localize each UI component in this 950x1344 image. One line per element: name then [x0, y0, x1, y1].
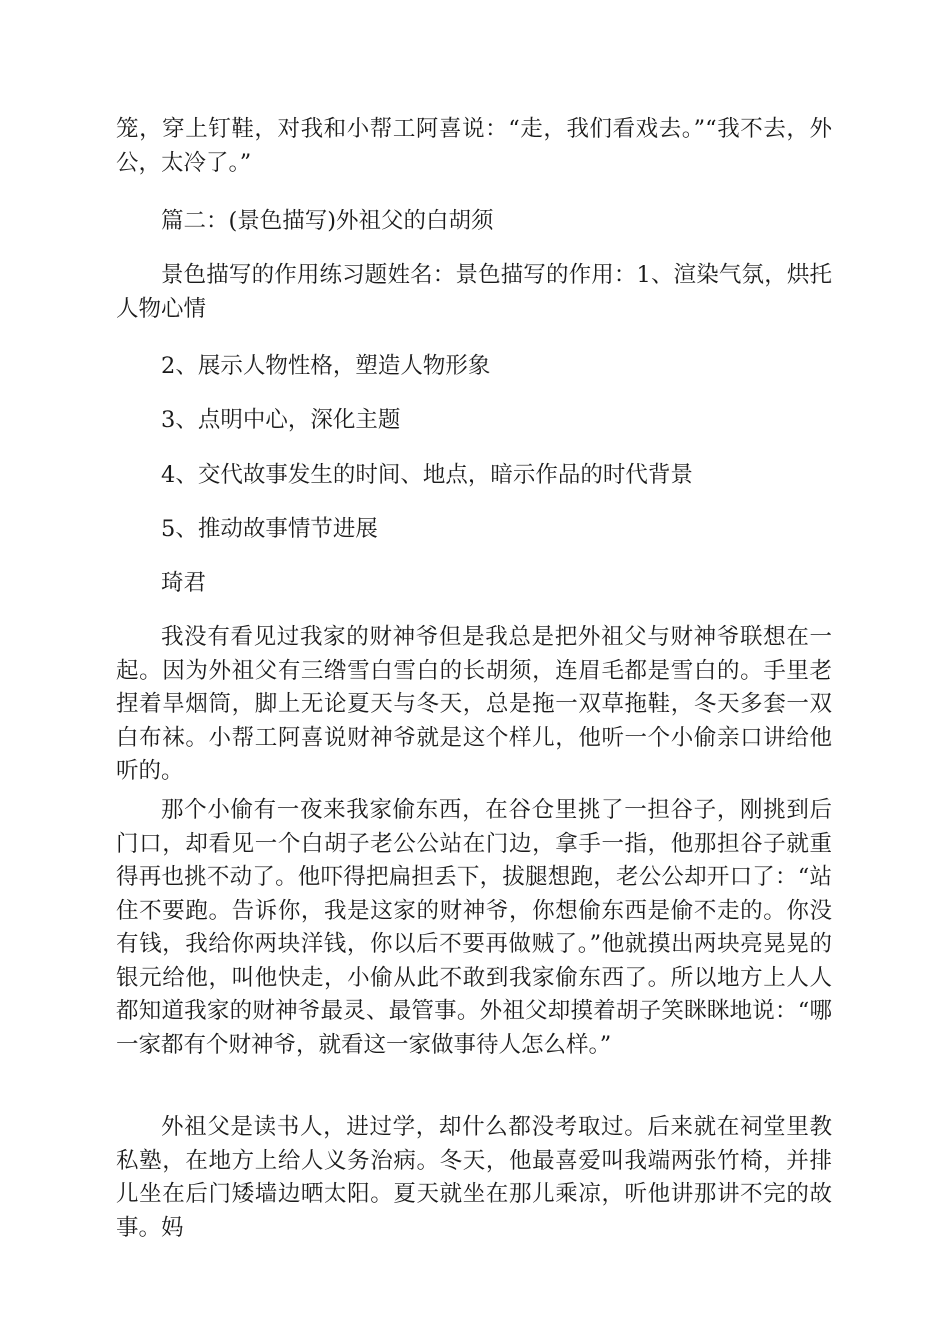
paragraph-body-1: 我没有看见过我家的财神爷但是我总是把外祖父与财神爷联想在一起。因为外祖父有三绺雪白雪白的长胡须，连眉毛都是雪白的。手里老捏着旱烟筒，脚上无论夏天与冬天，总是拖一双草拖鞋，冬天多套一双白布袜。小帮工阿喜说财神爷就是这个样儿，他听一个小偷亲口讲给他听的。	[116, 624, 832, 784]
paragraph-body-2: 那个小偷有一夜来我家偷东西，在谷仓里挑了一担谷子，刚挑到后门口，却看见一个白胡子老公公站在门边，拿手一指，他那担谷子就重得再也挑不动了。他吓得把扁担丢下，拔腿想跑，老公公却开口了：“站住不要跑。告诉你，我是这家的财神爷，你想偷东西是偷不走的。你没有钱，我给你两块洋钱，你以后不要再做贼了。”他就摸出两块亮晃晃的银元给他，叫他快走，小偷从此不敢到我家偷东西了。所以地方上人人都知道我家的财神爷最灵、最管事。外祖父却摸着胡子笑眯眯地说：“哪一家都有个财神爷，就看这一家做事待人怎么样。”	[116, 797, 832, 1058]
list-item-4: 4、交代故事发生的时间、地点，暗示作品的时代背景	[161, 462, 693, 488]
list-item-5: 5、推动故事情节进展	[161, 516, 378, 542]
list-item-3: 3、点明中心，深化主题	[161, 407, 401, 433]
section-heading: 篇二：(景色描写)外祖父的白胡须	[161, 208, 494, 234]
paragraph-exercise-intro: 景色描写的作用练习题姓名：景色描写的作用：1、渲染气氛，烘托人物心情	[116, 262, 832, 322]
list-item-2: 2、展示人物性格，塑造人物形象	[161, 353, 491, 379]
paragraph-continuation: 笼，穿上钉鞋，对我和小帮工阿喜说：“走，我们看戏去。”“我不去，外公，太冷了。”	[116, 116, 832, 176]
author-name: 琦君	[161, 570, 207, 596]
paragraph-body-3: 外祖父是读书人，进过学，却什么都没考取过。后来就在祠堂里教私塾，在地方上给人义务治病。冬天，他最喜爱叫我端两张竹椅，并排儿坐在后门矮墙边晒太阳。夏天就坐在那儿乘凉，听他讲那讲不完的故事。妈	[116, 1114, 832, 1241]
